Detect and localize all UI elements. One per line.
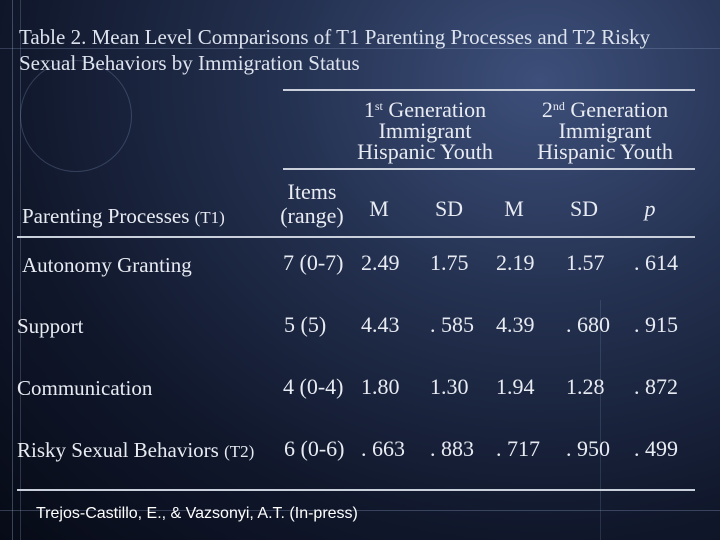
column-header-rule [17,236,695,238]
cell-m2: . 717 [496,436,540,461]
table-bottom-rule [17,489,695,491]
cell-p: . 915 [634,312,678,337]
decorative-circle [20,60,132,172]
table-top-rule [283,89,695,91]
row-label: Risky Sexual Behaviors (T2) [17,438,255,462]
cell-sd2: . 680 [566,312,610,337]
citation: Trejos-Castillo, E., & Vazsonyi, A.T. (In-press) [36,505,358,522]
row-label: Autonomy Granting [22,253,192,277]
column-header-sd1: SD [434,196,464,221]
column-header-p: p [644,196,656,221]
cell-m1: 1.80 [361,374,400,399]
group-header-rule [283,168,695,170]
cell-sd2: . 950 [566,436,610,461]
group-header-2nd-generation: 2nd Generation Immigrant Hispanic Youth [537,97,673,164]
cell-items: 6 (0-6) [284,436,345,461]
cell-sd2: 1.28 [566,374,605,399]
cell-p: . 872 [634,374,678,399]
cell-sd1: . 883 [430,436,474,461]
cell-m1: . 663 [361,436,405,461]
row-label: Communication [17,376,153,400]
cell-p: . 499 [634,436,678,461]
cell-items: 5 (5) [284,312,327,337]
cell-sd1: . 585 [430,312,474,337]
row-label: Support [17,314,84,338]
column-header-items: Items (range) [280,179,344,228]
cell-items: 7 (0-7) [283,250,344,275]
column-header-m2: M [504,196,524,221]
cell-sd1: 1.30 [430,374,469,399]
cell-sd2: 1.57 [566,250,605,275]
cell-m1: 2.49 [361,250,400,275]
group-header-1st-generation: 1st Generation Immigrant Hispanic Youth [357,97,493,164]
cell-m2: 1.94 [496,374,535,399]
slide-title: Table 2. Mean Level Comparisons of T1 Parenting Processes and T2 Risky Sexual Behaviors by Immigration Status [19,25,651,75]
cell-m2: 4.39 [496,312,535,337]
column-header-sd2: SD [569,196,599,221]
decorative-line [12,0,13,540]
cell-m1: 4.43 [361,312,400,337]
cell-items: 4 (0-4) [283,374,344,399]
column-header-m1: M [369,196,389,221]
cell-p: . 614 [634,250,678,275]
cell-sd1: 1.75 [430,250,469,275]
cell-m2: 2.19 [496,250,535,275]
section-label-parenting-processes: Parenting Processes (T1) [22,204,225,228]
